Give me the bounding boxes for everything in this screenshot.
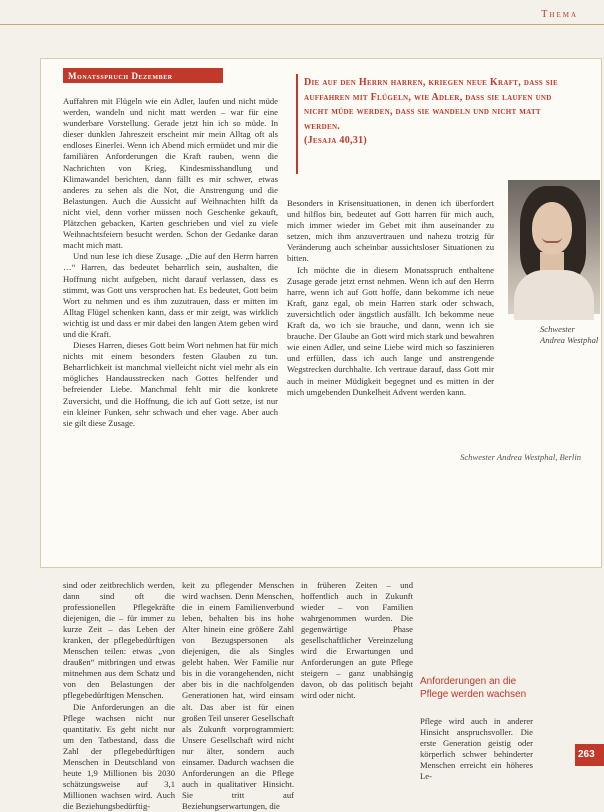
article-column-3 <box>301 580 413 784</box>
page-header <box>0 0 604 30</box>
article-column-4: Pflege wird auch in anderer Hinsicht anspruchsvoller. Die erste Generation geistig oder körperlich schwer behinderter Menschen erreicht ein höheres Le- <box>420 716 533 782</box>
meditation-column-2 <box>287 198 494 448</box>
quote-source: (Jesaja 40,31) <box>304 135 368 146</box>
paragraph: in früheren Zeiten – und hoffentlich auch in Zukunft wieder – von Familien wahrgenommen wurden. Die gegenwärtige Phase gesellschaftlicher Vereinzelung wird die Erwartungen und Anforderungen an gute Pflege steigern – ganz unabhängig davon, ob das politisch bejaht wird oder nicht. <box>301 580 413 701</box>
photo-neck <box>540 252 564 272</box>
paragraph: Besonders in Krisensituationen, in denen ich überfordert und hilflos bin, bedeutet auf Gott harren für mich auch, mich immer wieder im Gebet mit ihm auseinander zu setzen, mich ihm anzuvertrauen und nahezu trotzig für Veränderung auch scheinbar aussichtsloser Situationen zu bitten. <box>287 198 494 264</box>
bible-quote <box>296 74 574 174</box>
meditation-column-1 <box>63 96 278 561</box>
paragraph: Die Anforderungen an die Pflege wachsen nicht nur quantitativ. Es geht nicht nur um den Tatbestand, dass die Zahl der pflegebedürftigen Menschen in Deutschland von heute 1,9 Millionen bis 2030 schätzungsweise auf 3,1 Millionen wachsen wird. Auch die Beziehungsbedürftig- <box>63 701 175 811</box>
photo-shirt <box>514 270 594 320</box>
photo-caption: Schwester Andrea Westphal <box>540 324 599 345</box>
quote-text: Die auf den Herrn harren, kriegen neue Kraft, dass sie auffahren mit Flügeln, wie Adler, dass sie laufen und nicht müde werden, dass sie wandeln und nicht matt werden. <box>304 77 558 132</box>
paragraph: Auffahren mit Flügeln wie ein Adler, laufen und nicht müde werden, wandeln und nicht matt werden – war für eine wunderbare Vorstellung. Gerade jetzt hin ich so müde. In dieser dunklen Jahreszeit erscheint mir mein Alltag oft als endloses Einerlei. Wenn ich Abend mich ermüdet und mir die familiären Anforderungen die Kraft rauben, wenn die Nachrichten von Krieg, Kindesmisshandlung und Klimawandel berichten, dann fällt es mir schwer, etwas anderes zu sehen als die Not, die Anstrengung und die Belastungen. Auch die Aussicht auf Weihnachten hilft da nicht viel, denn vorher müssen noch Geschenke gekauft, Plätzchen gebacken, Karten geschrieben und viel zu viele Weihnachtsfeiern besucht werden. Schon der Gedanke daran macht mich matt. <box>63 96 278 251</box>
header-rule <box>0 24 604 25</box>
monthly-heading: Monatsspruch Dezember <box>63 68 223 83</box>
signature: Schwester Andrea Westphal, Berlin <box>460 452 581 462</box>
article-subheading: Anforderungen an die Pflege werden wachsen <box>420 676 527 700</box>
photo-smile <box>542 237 562 243</box>
paragraph: Dieses Harren, dieses Gott beim Wort nehmen hat für mich nichts mit einem besonders festen Glauben zu tun. Beharrlichkeit ist manchmal vielleicht nicht viel mehr als ein mögliches Handausstrecken nach Gottes helfender und befreiender Liebe. Manchmal fehlt mir die konkrete Zuversicht, und die Hoffnung, die ich auf Gott setze, ist nur ein kleiner Funken, sehr schwach und eher vage. Aber auch sie gilt diese Zusage. <box>63 340 278 428</box>
paragraph: Und nun lese ich diese Zusage. „Die auf den Herrn harren …“ Harren, das bedeutet beharrlich sein, aushalten, die Hoffnung nicht aufgeben, nicht darauf verlassen, dass es stimmt, was Gott uns versprochen hat. Es bedeutet, Gott beim Wort zu nehmen und es ihm zuzutrauen, dass er mitten im Alltag Flügel schenken kann, dass er mir zeigt, was wirklich wichtig ist und dass er mir dabei den langen Atem geben wird und die Kraft. <box>63 251 278 339</box>
section-label: Thema <box>541 9 578 20</box>
photo-face <box>532 202 572 254</box>
page-number: 263 <box>575 744 604 766</box>
article-column-1 <box>63 580 175 811</box>
paragraph: keit zu pflegender Menschen wird wachsen. Denn Menschen, die in einem Familienverbund leben, behalten bis ins hohe Alter hinein eine größere Zahl von Bezugspersonen als diejenigen, die als Singles gelebt haben. Wer Familie nur bis in die vorangehenden, nicht aber bis in die nachfolgenden Generationen hat, wird einsam alt. Das aber ist für einen großen Teil unserer Gesellschaft als Zukunft vorprogrammiert: Unsere Gesellschaft wird nicht nur älter, sondern auch einsamer. Dadurch wachsen die Anforderungen an die Pflege auch in qualitativer Hinsicht. Sie tritt auf Beziehungserwartungen, die <box>182 580 294 811</box>
paragraph: sind oder zeitbrechlich werden, dann sind oft die professionellen Pflegekräfte diejenigen, die – für immer zu kurze Zeit – das Leben der kranken, der pflegebedürftigen Menschen teilen: etwas „von draußen“ mitbringen und etwas mitnehmen aus dem Schatz und von den Belastungen der pflegebedürftigen Menschen. <box>63 580 175 701</box>
paragraph: Ich möchte die in diesem Monatsspruch enthaltene Zusage gerade jetzt ernst nehmen. Wenn ich auf den Herrn harre, wenn ich auf Gott hoffe, dann bekomme ich neue Kraft, ganz egal, ob mein Harren stark oder schwach, zuversichtlich oder ängstlich ausfällt. Ich bekomme neue Kraft da, wo ich sie brauche, und dann, wenn ich sie brauche. Der Glaube an Gott wird mich stark und bewahren wie einen Adler, und seine Liebe wird mich so faszinieren und erfüllen, dass ich auch lange und anstrengende Wegstrecken durchhalte. Ich vertraue darauf, dass Gott mir auch in meiner Müdigkeit begegnet und es mitten in der mich umgebenden Dunkelheit Advent werden kann. <box>287 264 494 397</box>
article-column-2 <box>182 580 294 811</box>
author-photo <box>508 180 600 314</box>
